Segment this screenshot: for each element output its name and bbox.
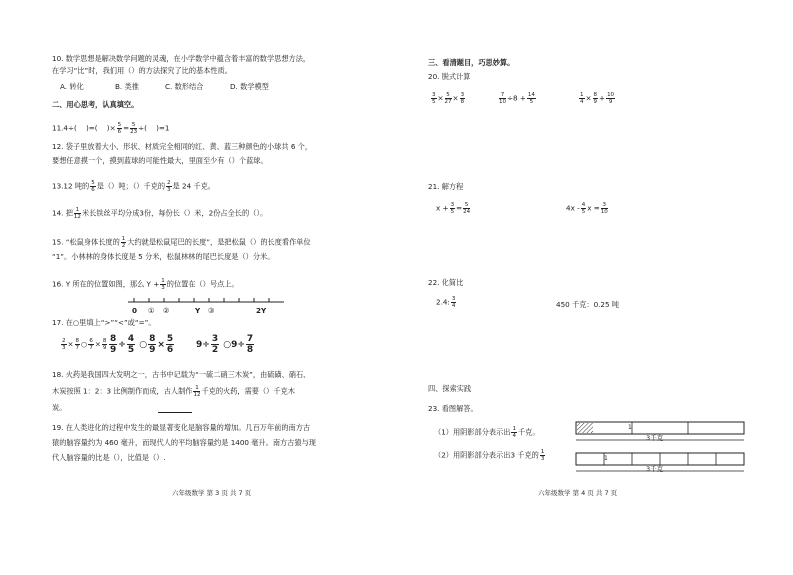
section3-title: 三、看清题目，巧思妙算。: [428, 58, 515, 67]
q20e2-b-num: 14: [527, 92, 535, 98]
q21e2-c-num: 3: [602, 202, 607, 208]
q22e1-b-num: 3: [451, 296, 456, 302]
q17b2-b-num: 3: [211, 334, 219, 344]
q14-a: 14. 把: [52, 208, 73, 218]
q21e1-b-den: 5: [450, 209, 455, 215]
q10-option-d: D. 数学模型: [230, 82, 269, 91]
q20e1-op2: ×: [452, 93, 459, 103]
q20e3-c-num: 10: [607, 92, 615, 98]
q20e3-a-num: 1: [580, 92, 584, 98]
q23p2-f-den: 3: [540, 456, 545, 462]
q17s-a-den: 3: [62, 345, 66, 351]
q22-title: 22. 化简比: [428, 278, 464, 287]
q23p2-f-num: 1: [540, 449, 545, 455]
q20e1-b-den: 27: [444, 99, 452, 105]
q20e1-c-den: 8: [460, 99, 465, 105]
q16-b: 的位置在（）号点上。: [166, 279, 239, 289]
q18-line2: [52, 385, 295, 398]
q20-title: 20. 脱式计算: [428, 72, 471, 81]
q13: [52, 180, 215, 193]
q20e3-c-den: 9: [608, 99, 613, 105]
q11-p3: )×: [106, 123, 116, 133]
q21e2-a: 4x -: [566, 203, 580, 213]
q11-f2-den: 23: [130, 129, 138, 135]
q16-a: 16. Y 所在的位置如图，那么 Y +: [52, 279, 160, 289]
q14-f-den: 12: [73, 214, 81, 220]
q11-p4: ÷(: [138, 123, 147, 133]
q21-title: 21. 解方程: [428, 182, 464, 191]
q14: [52, 207, 267, 220]
q20e2-a-den: 10: [499, 99, 506, 105]
q11-eq: =: [123, 123, 130, 133]
q17b1-a-den: 9: [110, 345, 117, 355]
q20-e2: [498, 92, 537, 105]
q13-f-den: 6: [91, 187, 95, 193]
q21e1-c-den: 24: [463, 209, 471, 215]
q20e3-b-num: 8: [593, 92, 598, 98]
q17s-d-den: 9: [102, 345, 107, 351]
q23-p2: [434, 449, 546, 462]
q11-f1-den: 6: [117, 129, 122, 135]
q21e2-b-num: 4: [581, 202, 586, 208]
q18-line1: 18. 火药是我国四大发明之一，古书中记载为“一硫二硝三木炭”，由硫磺、硝石、: [52, 370, 311, 379]
q17s-c-den: 7: [89, 345, 93, 351]
q11-prefix: 11.4÷(: [52, 123, 77, 133]
q11-f2-num: 5: [131, 122, 136, 128]
q17-b1: $\frac{8}{9}$ ÷ $\frac{4}{5}$ ○ $\frac{8}{9}$ × $\frac{5}{6}$: [110, 334, 174, 355]
numline-label-1: ①: [148, 306, 155, 315]
bar1-label: 3千克: [646, 434, 664, 442]
q10-option-b: B. 类推: [115, 82, 139, 91]
q20e1-a-num: 3: [432, 92, 436, 98]
q17b2-c: 9÷: [231, 340, 245, 350]
left-footer: 六年级数学 第 3 页 共 7 页: [172, 489, 252, 497]
q20-e3: [578, 92, 616, 105]
q15-f-num: 1: [121, 236, 126, 242]
bar1-mark: 1: [628, 424, 632, 431]
q20-e1: [430, 92, 466, 105]
q21e1-eq: =: [456, 203, 463, 213]
q19-line2: 猿的脑容量约为 460 毫升，而现代人的平均脑容量约是 1400 毫升。南方古猿与现: [52, 438, 316, 447]
numline-label-y: Y: [195, 306, 201, 315]
q17-b2: 9÷ $\frac{3}{2}$ ○9÷ $\frac{7}{8}$: [196, 334, 254, 355]
q20e1-op: ×: [437, 93, 444, 103]
q13-b: 是（）吨；（）千克的: [96, 181, 166, 191]
q13-g-den: 3: [167, 187, 171, 193]
section4-title: 四、探索实践: [428, 384, 472, 393]
q21e2-op: x =: [587, 203, 600, 213]
q15-line2: “1”。小林林的身体长度是 5 分米，松鼠林林的尾巴长度是（）分米。: [52, 252, 275, 261]
q17b1-d-den: 6: [166, 345, 174, 355]
q23-title: 23. 看图解答。: [428, 404, 478, 413]
bar2-mark: 1: [604, 455, 608, 462]
q18-f-num: 1: [195, 385, 199, 391]
q12-line1: 12. 袋子里放着大小、形状、材质完全相同的红、黄、蓝三种颜色的小球共 6 个，: [52, 142, 313, 151]
q21e2-b-den: 5: [581, 209, 586, 215]
numline-label-2y: 2Y: [256, 306, 267, 315]
q20e1-b-num: 5: [446, 92, 450, 98]
q13-g-num: 2: [167, 180, 171, 186]
q11-p2: )=(: [85, 123, 98, 133]
q17b1-c-num: 8: [149, 334, 156, 344]
q23p1-f-den: 4: [512, 433, 516, 439]
q13-a: 13.12 吨的: [52, 181, 90, 191]
q20e2-a-num: 7: [500, 92, 505, 98]
q22e1-b-den: 4: [451, 303, 456, 309]
q12-line2: 要想任意摸一个，摸到蓝球的可能性最大，里面至少有（）个蓝球。: [52, 156, 268, 165]
q17-title: 17. 在○里填上“>”“<”或“=”。: [52, 318, 156, 327]
q17b1-op2: ×: [157, 340, 165, 350]
q22-e2: 450 千克：0.25 吨: [556, 300, 620, 309]
q21e2-c-den: 10: [600, 209, 608, 215]
q20e2-op: ÷8 +: [507, 93, 526, 103]
q20e3-a-den: 4: [580, 99, 584, 105]
q17b2-d-num: 7: [246, 334, 254, 344]
q21-e1: [436, 202, 471, 215]
numline-label-2: ②: [163, 306, 170, 315]
answer-line: [158, 412, 192, 413]
right-footer: 六年级数学 第 4 页 共 7 页: [538, 489, 618, 497]
q11-p5: )=1: [156, 123, 170, 133]
q17s-c-num: 6: [89, 338, 93, 344]
bar1-outline: [576, 422, 744, 434]
q21e1-c-num: 5: [464, 202, 469, 208]
q11: [52, 122, 170, 135]
q17-small: $\frac{2}{3}$ × $\frac{8}{7}$ ○ $\frac{6}{7}$ × $\frac{8}{9}$: [62, 338, 107, 351]
q10-line2: 在学习“比”时，我们用（）的方法探究了比的基本性质。: [52, 66, 232, 75]
q20e3-op: ×: [585, 93, 592, 103]
numline-label-3: ③: [208, 306, 215, 315]
q23p1-b: 千克。: [517, 427, 540, 437]
q18-a: 木炭按照 1：2：3 比例制作而成，古人制作: [52, 386, 193, 396]
q16-f-den: 3: [161, 285, 165, 291]
q17b2-b-den: 2: [211, 345, 219, 355]
q16-f-num: 1: [161, 278, 165, 284]
q17b1-b-num: 4: [127, 334, 135, 344]
q17b1-a-num: 8: [110, 334, 117, 344]
q20e3-b-den: 9: [593, 99, 598, 105]
q23p1-a: （1）用阴影部分表示出: [434, 427, 511, 437]
q20e1-c-num: 3: [460, 92, 465, 98]
q10-line1: 10. 数学思想是解决数学问题的灵魂，在小学数学中蕴含着丰富的数学思想方法，: [52, 54, 311, 63]
q20e2-b-den: 5: [529, 99, 534, 105]
q20e3-op2: +: [599, 93, 606, 103]
q17b1-op: ÷: [118, 340, 126, 350]
q17b1-c-den: 9: [149, 345, 156, 355]
q21-e2: [566, 202, 609, 215]
q19-line3: 代人脑容量的比是（），比值是（）.: [52, 453, 166, 462]
q17s-a-num: 2: [62, 338, 66, 344]
q17s-d-num: 8: [102, 338, 107, 344]
q17s-b-num: 8: [75, 338, 80, 344]
q19-line1: 19. 在人类进化的过程中发生的最显著变化是脑容量的增加。几百万年前的南方古: [52, 423, 311, 432]
q16: [52, 278, 239, 291]
q23-p1: [434, 426, 540, 439]
q17b1-d-num: 5: [166, 334, 174, 344]
q17b2-a: 9÷: [196, 340, 210, 350]
q11-f1-num: 5: [117, 122, 122, 128]
q10-option-a: A. 转化: [60, 82, 84, 91]
q13-c: 是 24 千克。: [172, 181, 215, 191]
q15-b: 大约就是松鼠尾巴的长度”，是把松鼠（）的长度看作单位: [127, 237, 311, 247]
q14-f-num: 1: [75, 207, 80, 213]
q14-b: 米长铁丝平均分成3份，每份长（）米，2份占全长的（）。: [81, 208, 268, 218]
q23p1-f-num: 1: [512, 426, 516, 432]
q21e1-a: x +: [436, 203, 449, 213]
section2-title: 二、用心思考，认真填空。: [52, 100, 139, 109]
q22e1-a: 2.4:: [436, 297, 450, 307]
q23p2-a: （2）用阴影部分表示出3 千克的: [434, 450, 539, 460]
numline-label-0: 0: [132, 306, 138, 315]
q18-b: 千克的火药，需要（）千克木: [201, 386, 295, 396]
q20e1-a-den: 5: [432, 99, 436, 105]
q10-option-c: C. 数形结合: [165, 82, 204, 91]
q15-f-den: 2: [121, 243, 126, 249]
q18-line3: 炭。: [52, 403, 67, 412]
q22-e1: [436, 296, 457, 309]
q17b2-d-den: 8: [246, 345, 254, 355]
q17s-b-den: 7: [75, 345, 80, 351]
q15-line1: [52, 236, 311, 249]
q18-f-den: 12: [193, 392, 201, 398]
q13-f-num: 5: [91, 180, 95, 186]
q21e1-b-num: 3: [450, 202, 455, 208]
bar1-shaded: [577, 423, 593, 433]
bar2-label: 3千克: [646, 465, 664, 473]
q15-a: 15. “松鼠身体长度的: [52, 237, 120, 247]
q17b1-b-den: 5: [127, 345, 135, 355]
